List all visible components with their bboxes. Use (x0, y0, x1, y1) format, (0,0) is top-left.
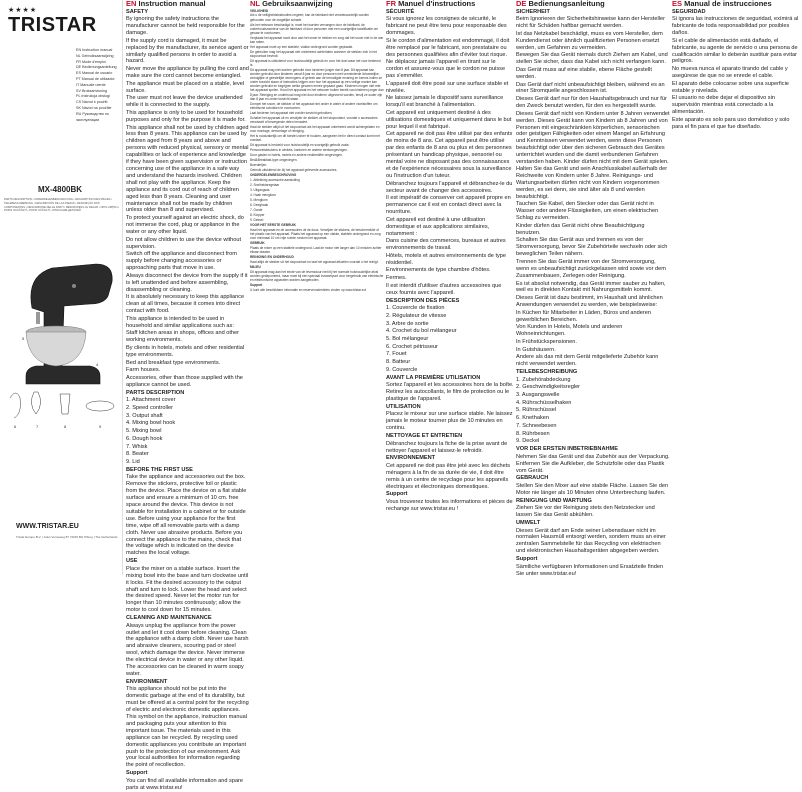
before-heading: VOR DER ERSTEN INBETRIEBNAHME (516, 445, 618, 452)
safety-item: Laat kinderen het apparaat niet zonder toezicht gebruiken. (250, 110, 333, 115)
cover-panel (0, 0, 123, 575)
safety-item: By ignoring the safety instructions the manufacturer cannot be held responsible for the damage. (126, 16, 245, 37)
section-title-text: Instruction manual (138, 0, 206, 8)
env-heading: ENVIRONMENT (126, 678, 168, 685)
use-text: Stellen Sie den Mixer auf eine stabile Fläche. Lassen Sie den Motor nie länger als 10 Minuten ohne Unterbrechung laufen. (516, 482, 669, 496)
company-address: Tristar Europe B.V. | Jules Verneweg 87 | 5015 BH Tilburg | The Netherlands (16, 535, 118, 539)
safety-heading: SEGURIDAD (672, 8, 706, 15)
safety-item: Never move the appliance by pulling the cord and make sure the cord cannot become entangled. (126, 66, 249, 80)
safety-heading: SÉCURITÉ (386, 8, 415, 15)
parts-item: 6. Knethaken (516, 415, 549, 422)
safety-heading: SAFETY (126, 8, 149, 15)
use-heading: GEBRUIK (250, 240, 265, 245)
svg-text:7: 7 (36, 424, 39, 429)
parts-item: 2. Snelheidsregelaar (250, 182, 280, 187)
safety-item: Dieses Gerät darf nur für den Haushaltsgebrauch und nur für den Zweck benutzt werden, für den es hergestellt wurde. (516, 96, 667, 110)
safety-item: L'appareil doit être posé sur une surface stable et nivelée. (386, 80, 509, 94)
usage-item: Door gasten in hotels, motels en andere residentiële omgevingen. (250, 152, 343, 157)
brand-stars: ★★★★ (8, 7, 38, 14)
safety-item: Schakel het apparaat uit en verwijder de stekker uit het stopcontact, voordat u accessoires verwisselt of bewegende delen benadert. (250, 115, 378, 124)
language-item: DE Bedienungsanleitung (76, 65, 117, 70)
parts-item: 4. Haak mengkom (250, 192, 276, 197)
env-text: Dit apparaat mag aan het einde van de levensduur niet bij het normale huishoudelijke afval worden gedeponeerd, maar moet bij een speciaal inzamelpunt voor hergebruik van elektrische en elektronische apparaten worden aangeboden. (250, 269, 384, 282)
parts-item: 1. Afdekking accessoire-aansluiting (250, 177, 300, 182)
safety-item: Bewegen Sie das Gerät niemals durch Ziehen am Kabel, und stellen Sie sicher, dass das Kabel sich nicht verfangen kann. (516, 52, 668, 66)
safety-item: Switch off the appliance and disconnect from supply before changing accessories or approaching parts that move in use. (126, 251, 237, 272)
safety-item: Dit apparaat is bedoeld voor huishoudelijk en soortgelijk gebruik zoals: (250, 142, 350, 147)
safety-item: This appliance is only to be used for household purposes and only for the purpose it is made for. (126, 109, 246, 123)
section-title (126, 0, 249, 9)
support-heading: Support (386, 491, 408, 498)
product-illustration (4, 216, 120, 446)
use-text: Placez le mixeur sur une surface stable. Ne laissez jamais le moteur tourner plus de 10 minutes en continu. (386, 411, 513, 432)
env-heading: MILIEU (250, 264, 261, 269)
parts-item: 4. Rührschüsselhaken (516, 399, 572, 406)
before-text: Nehmen Sie das Gerät und das Zubehör aus der Verpackung. Entfernen Sie die Aufkleber, die Schutzfolie oder das Plastik vom Gerät. (516, 453, 670, 474)
support-heading: Support (250, 282, 263, 287)
safety-item: Kinder dürfen das Gerät nicht ohne Beaufsichtigung benutzen. (516, 222, 645, 236)
safety-item: Das Gerät darf nicht unbeaufsichtigt bleiben, während es an einer Stromquelle angeschlossen ist. (516, 81, 665, 95)
brand-name: TRISTAR (8, 14, 97, 36)
usage-item: By clients in hotels, motels and other residential type environments. (126, 345, 245, 358)
language-list (76, 48, 121, 123)
column-fr (386, 0, 514, 575)
before-text: Haal het apparaat en de accessoires uit de doos. Verwijder de stickers, de beschermfolie of het plastic van het apparaat. Plaats het apparaat op een vlakke, stabiele ondergrond en zorg voor minimaal 10 cm vrije ruimte rondom het apparaat. (250, 227, 381, 240)
parts-item: 1. Couvercle de fixation (386, 305, 445, 312)
parts-item: 7. Garde (250, 207, 263, 212)
language-item: PL Instrukcja obsługi (76, 94, 110, 99)
clean-text: Always unplug the appliance from the power outlet and let it cool down before cleaning. Clean the appliance with a damp cloth. Never use harsh and abrasive cleaners, scouring pad or steel wool, which damage the device. Never immerse the electrical device in water or any other liquid. The accessories can be cleaned in warm soapy water. (126, 622, 249, 677)
parts-heading: ONDERDELENBESCHRIJVING (250, 172, 297, 177)
safety-item: Ne laissez jamais le dispositif sans surveillance lorsqu'il est branché à l'alimentation. (386, 95, 504, 109)
parts-item: 5. Rührschüssel (516, 407, 557, 414)
safety-item: Si ignora las instrucciones de seguridad, exímirá al fabricante de toda responsabilidad por posibles daños. (672, 16, 799, 37)
language-code: DE (516, 0, 527, 8)
safety-item: Cet appareil ne doit pas être utilisé par des enfants de moins de 8 ans. Cet appareil peut être utilisé par des enfants de 8 ans ou plus et des personnes présentant un handicap physique, sensoriel ou mental voire ne disposant pas des connaissances et de l'expérience nécessaires sous la surveillance ou l'instruction d'un tuteur. (386, 131, 513, 179)
safety-item: Dieses Gerät darf nicht von Kindern unter 8 Jahren verwendet werden. Dieses Gerät kann von Kindern ab 8 Jahren und von Personen mit eingeschränkten körperlichen, sensorischen oder geistigen Fähigkeiten oder einem Mangel an Erfahrung und Kenntnissen verwendet werden, wenn diese Personen beaufsichtigt oder über den sicheren Gebrauch des Gerätes unterrichtet wurden und die damit verbundenen Gefahren verstanden haben. Kinder dürfen nicht mit dem Gerät spielen. Halten Sie das Gerät und sein Anschlusskabel außerhalb der Reichweite von Kindern unter 8 Jahre. Reinigungs- und Wartungsarbeiten dürfen nicht von Kindern vorgenommen werden, es sei denn, sie sind älter als 8 und werden beaufsichtigt. (516, 110, 670, 200)
support-text: Vous trouverez toutes les informations et pièces de rechange sur www.tristar.eu ! (386, 499, 513, 513)
parts-item: 7. Whisk (126, 443, 148, 450)
parts-item: 9. Deckel (516, 438, 540, 445)
section-title-text: Manual de instrucciones (684, 0, 772, 8)
clean-text: Débranchez toujours la fiche de la prise avant de nettoyer l'appareil et laissez-le refroidir. (386, 440, 508, 454)
language-code: EN (126, 0, 137, 8)
parts-item: 9. Deksel (250, 217, 264, 222)
clean-text: Haal altijd de stekker uit het stopcontact en laat het apparaat afkoelen voordat u het reinigt. (250, 259, 379, 264)
usage-item: Fermes. (386, 275, 407, 282)
use-text: Place the mixer on a stable surface. Insert the mixing bowl into the base and turn clockwise until it locks. Fit the desired accessory to the output shaft and turn to lock. Lower the head and select the desired speed. Never let the motor run for longer than 10 minutes continuously; allow the motor to cool down for 15 minutes. (126, 565, 249, 614)
safety-item: Dit apparaat mag niet worden gebruikt door kinderen jonger dan 8 jaar. Dit apparaat kan worden gebruikt door kinderen vanaf 8 jaar en door personen met verminderde lichamelijke, zintuiglijke of geestelijke vermogens of gebrek aan de benodigde ervaring en kennis indien ze onder toezicht staan of instructies krijgen over hoe het apparaat op een veilige manier kan worden gebruikt en begrijpen welke gevaren ermee gepaard gaan. Kinderen mogen niet met het apparaat spelen. Houd het apparaat en het netsnoer buiten bereik van kinderen jonger dan 8 jaar. Reiniging en onderhoud mag niet door kinderen uitgevoerd worden, tenzij ze ouder zijn dan 8 jaar en onder toezicht staan. (250, 67, 384, 101)
safety-item: Il est impératif de conserver cet appareil propre en permanence car il est en contact direct avec la nourriture. (386, 195, 511, 216)
safety-item: De gebruiker mag het apparaat niet onbeheerd achterlaten wanneer de stekker zich in het stopcontact bevindt. (250, 49, 377, 58)
parts-item: 9. Couvercle (386, 366, 418, 373)
section-title (386, 0, 514, 9)
language-code: FR (386, 0, 396, 8)
safety-item: El aparato debe colocarse sobre una superficie estable y nivelada. (672, 80, 789, 94)
parts-item: 2. Régulateur de vitesse (386, 312, 447, 319)
svg-text:9: 9 (99, 424, 102, 429)
usage-item: Staff kitchen areas in shops, offices and other working environments. (126, 330, 239, 344)
svg-text:5: 5 (22, 336, 25, 341)
clean-heading: REINIGING EN ONDERHOUD (250, 254, 294, 259)
parts-item: 4. Crochet du bol mélangeur (386, 328, 457, 335)
support-heading: Support (126, 770, 148, 777)
safety-item: If the supply cord is damaged, it must be replaced by the manufacturer, its service agent or similarly qualified persons in order to avoid a hazard. (126, 37, 249, 65)
svg-text:2: 2 (104, 292, 107, 297)
safety-item: Verplaats het apparaat nooit door aan het snoer te trekken en zorg dat het snoer niet in de war kan raken. (250, 35, 384, 44)
accessories-note: Accessories, other than those supplied with the appliance cannot be used. (126, 375, 243, 388)
parts-item: 7. Schneebesen (516, 422, 557, 429)
safety-item: Si vous ignorez les consignes de sécurité, le fabricant ne peut être tenu pour responsable des dommages. (386, 16, 507, 37)
safety-item: Tauchen Sie Kabel, den Stecker oder das Gerät nicht in Wasser oder andere Flüssigkeiten, um einen elektrischen Schlag zu vermeiden. (516, 201, 659, 222)
parts-item: 6. Deeghaak (250, 202, 269, 207)
support-text: You can find all available information and spare parts at www.tristar.eu! (126, 777, 244, 791)
language-item: PT Manual de utilizador (76, 76, 115, 81)
safety-item: This appliance shall not be used by children aged less than 8 years. This appliance can be used by children aged from 8 years and above and persons with reduced physical, sensory or mental capabilities or lack of experience and knowledge if they have been given supervision or instruction concerning use of the appliance in a safe way and understand the hazards involved. Children shall not play with the appliance. Keep the appliance and its cord out of reach of children aged less than 8 years. Cleaning and user maintenance shall not be made by children unless older than 8 and supervised. (126, 124, 249, 214)
safety-item: Schalten Sie das Gerät aus und trennen es von der Stromversorgung, bevor Sie Zubehörteile wechseln oder sich beweglichen Teilen nähern. (516, 237, 668, 258)
usage-item: Bed and breakfast type environments. (126, 359, 221, 366)
section-title (672, 0, 802, 9)
safety-item: Always disconnect the device from the supply if it is left unattended and before assembling, disassembling or cleaning. (126, 272, 248, 293)
safety-heading: VEILIGHEID (250, 8, 269, 13)
safety-item: Beim Ignorieren der Sicherheitshinweise kann der Hersteller nicht für Schäden haftbar gemacht werden. (516, 16, 665, 30)
parts-item: 1. Attachment cover (126, 397, 176, 404)
section-title-text: Bedienungsanleitung (528, 0, 605, 8)
safety-item: Este aparato es solo para uso doméstico y solo para el fin para el que fue diseñado. (672, 116, 790, 130)
safety-heading: SICHERHEIT (516, 8, 550, 15)
safety-item: Het is noodzakelijk om dit toestel zuiver te houden, aangezien het in direct contact komt met voedsel. (250, 133, 380, 142)
usage-item: Boerderijen. (250, 162, 268, 167)
section-title (250, 0, 384, 9)
parts-heading: PARTS DESCRIPTION (126, 389, 185, 396)
env-text: Cet appareil ne doit pas être jeté avec les déchets ménagers à la fin de sa durée de vie, il doit être remis à un centre de recyclage pour les appareils électriques et électroniques domestiques. (386, 462, 511, 490)
before-heading: AVANT LA PREMIÈRE UTILISATION (386, 374, 481, 381)
parts-item: 3. Ausgangswelle (516, 392, 560, 399)
safety-item: Dit apparaat is uitsluitend voor huishoudelijk gebruik en voor het doel waar het voor bestemd is. (250, 58, 381, 67)
safety-item: Débranchez toujours l'appareil et débranchez-le du secteur avant de changer des accessoires. (386, 180, 513, 194)
safety-item: It is absolutely necessary to keep this appliance clean at all times, because it comes into direct contact with food. (126, 294, 245, 315)
accessories-note: Il est interdit d'utiliser d'autres accessoires que ceux fournis avec l'appareil. (386, 282, 502, 296)
clean-text: Ziehen Sie vor der Reinigung stets den Netzstecker und lassen Sie das Gerät abkühlen. (516, 505, 655, 519)
parts-item: 2. Speed controller (126, 405, 173, 412)
clean-heading: CLEANING AND MAINTENANCE (126, 614, 212, 621)
parts-item: 1. Zubehörabdeckung (516, 376, 571, 383)
safety-item: Dieses Gerät ist dazu bestimmt, im Haushalt und ähnlichen Anwendungen verwendet zu werden, wie beispielsweise: (516, 295, 663, 309)
use-text: Plaats de mixer op een stabiele ondergrond. Laat de motor niet langer dan 10 minuten achter elkaar draaien. (250, 245, 382, 254)
language-code: NL (250, 0, 260, 8)
safety-item: The user must not leave the device unattended while it is connected to the supply. (126, 95, 243, 109)
parts-item: 3. Uitgangsas (250, 187, 270, 192)
env-heading: ENVIRONNEMENT (386, 455, 436, 462)
parts-item: 4. Mixing bowl hook (126, 420, 176, 427)
usage-item: Dans cuisine des commerces, bureaux et autres environnements de travail. (386, 238, 506, 252)
model-number: MX-4800BK (38, 185, 83, 194)
svg-text:1: 1 (108, 274, 111, 279)
usage-item: Von Kunden in Hotels, Motels und anderen Wohneinrichtungen. (516, 324, 623, 338)
before-heading: VOOR HET EERSTE GEBRUIK (250, 222, 296, 227)
before-heading: BEFORE THE FIRST USE (126, 466, 193, 473)
safety-item: This appliance is intended to be used in household and similar applications such as: (126, 315, 234, 329)
safety-item: Cet appareil est uniquement destiné à des utilisations domestiques et uniquement dans le but pour lequel il est fabriqué. (386, 109, 512, 130)
website: WWW.TRISTAR.EU (16, 523, 79, 530)
svg-text:4: 4 (96, 362, 99, 367)
stand-mixer-image (26, 264, 112, 384)
language-item: EN Instruction manual (76, 48, 113, 52)
parts-item: 9. Lid (126, 459, 140, 465)
usage-item: In Gutshäusern. (516, 346, 556, 353)
env-heading: UMWELT (516, 519, 541, 526)
section-title (516, 0, 670, 9)
parts-item: 5. Mengkom (250, 197, 268, 202)
use-heading: GEBRAUCH (516, 475, 549, 482)
lid-image (86, 401, 114, 411)
beater-image (60, 394, 70, 414)
parts-item: 8. Batteur (386, 359, 411, 366)
usage-item: Farm houses. (126, 367, 161, 374)
safety-item: To protect yourself against an electric shock, do not immerse the cord, plug or appliance in the water or any other liquid. (126, 215, 244, 235)
parts-item: 8. Beater (126, 451, 149, 458)
language-item: SK Návod na použitie (76, 105, 112, 110)
safety-item: Haal de stekker altijd uit het stopcontact als het apparaat onbeheerd wordt achtergelaten en voor montage, demontage of reiniging. (250, 124, 380, 133)
parts-item: 3. Output shaft (126, 412, 163, 419)
safety-item: El usuario no debe dejar el dispositivo sin supervisión mientras está conectado a la alimentación. (672, 95, 775, 116)
before-text: Sortez l'appareil et les accessoires hors de la boîte. Retirez les autocollants, le film de protection ou le plastique de l'appareil. (386, 382, 514, 403)
dough-hook-image (10, 393, 20, 418)
parts-item: 3. Arbre de sortie (386, 320, 429, 327)
column-en (126, 0, 249, 791)
safety-item: Si el cable de alimentación está dañado, el fabricante, su agente de servicio o una persona de cualificación similar lo deberán sustituir para evitar peligros. (672, 37, 798, 65)
parts-item: 6. Dough hook (126, 435, 163, 442)
safety-item: Ne déplacez jamais l'appareil en tirant sur le cordon et assurez-vous que le cordon ne puisse pas s'emmêler. (386, 59, 506, 80)
svg-text:6: 6 (14, 424, 17, 429)
safety-item: Trennen Sie das Gerät immer von der Stromversorgung, wenn es unbeaufsichtigt zurückgelassen wird sowie vor dem Zusammenbauen, Zerlegen oder Reinigung. (516, 258, 666, 279)
model-description: PARTS DESCRIPTION • ONDERDELENBESCHRIJVING • DESCRIPTION DES PIÈCES • TEILEBESCHREIBUNG • DESCRIPCIÓN DE LAS PIEZAS • DESCRIÇÃO DOS COMPONENTES • DESCRIZIONE DELLE PARTI • BESKRIVNING AV DELAR • OPIS CZĘŚCI • POPIS SOUČÁSTÍ • POPIS SÚČASTÍ • ОПИСАНИЕ ДЕТАЛЕЙ (4, 198, 120, 213)
safety-item: No mueva nunca el aparato tirando del cable y asegúrese de que no se enrede el cable. (672, 66, 788, 80)
safety-item: Het apparaat moet op een stabiele, vlakke ondergrond worden geplaatst. (250, 44, 353, 49)
parts-item: 5. Bol mélangeur (386, 336, 429, 343)
safety-item: Si le cordon d'alimentation est endommagé, il doit être remplacé par le fabricant, son prestataire ou des personnes qualifiées afin d'éviter tout risque. (386, 37, 510, 58)
usage-item: Bed&Breakfast-type omgevingen. (250, 157, 298, 162)
accessories-note: Gebruik uitsluitend de bij het apparaat geleverde accessoires. (250, 167, 338, 172)
usage-item: In Frühstückspensionen. (516, 338, 577, 345)
env-text: This appliance should not be put into the domestic garbage at the end of its durability, but must be offered at a central point for the recycling of electric and electronic domestic appliances. This symbol on the appliance, instruction manual and packaging puts your attention to this important issue. The materials used in this appliance can be recycled. By recycling used domestic appliances you contribute an important push to the protection of our environment. Ask your local authorities for information regarding the point of recollection. (126, 686, 249, 769)
parts-item: 2. Geschwindigkeitsregler (516, 384, 581, 391)
safety-item: Cet appareil est destiné à une utilisation domestique et aux applications similaires, notamment : (386, 216, 490, 237)
language-item: NL Gebruiksaanwijzing (76, 53, 114, 58)
before-text: Take the appliance and accessories out the box. Remove the stickers, protective foil or plastic from the device. Place the device on a flat stable surface and ensure a minimum of 10 cm. free space around the device. This device is not suitable for installation in a cabinet or for outside use. Before using your appliance for the first time, wipe off all removable parts with a damp cloth. Never use abrasive products. Before you connect the appliance to the mains, check that the voltage which is indicated on the device matches the local voltage. (126, 474, 247, 557)
language-item: RU Руководство по эксплуатации (76, 111, 109, 122)
section-title-text: Manuel d'instructions (398, 0, 476, 8)
brand-logo (8, 6, 118, 37)
support-text: U kunt alle beschikbare informatie en reserveonderdelen vinden op www.tristar.eu! (250, 287, 367, 292)
use-heading: USE (126, 558, 138, 565)
safety-item: Ist das Netzkabel beschädigt, muss es vom Hersteller, dem Kundendienst oder ähnlich qualifizierten Personen ersetzt werden, um Gefahren zu vermeiden. (516, 30, 663, 51)
column-de-es (672, 0, 802, 575)
column-nl (250, 0, 384, 575)
language-item: SV Bruksanvisning (76, 88, 107, 93)
usage-item: Hôtels, motels et autres environnements de type résidentiel. (386, 252, 507, 266)
safety-item: Dompel het snoer, de stekker of het apparaat niet onder in water of andere vloeistoffen om elektrische schokken te voorkomen. (250, 101, 378, 110)
language-item: IT Manuale utente (76, 82, 106, 87)
clean-heading: NETTOYAGE ET ENTRETIEN (386, 432, 463, 439)
parts-heading: TEILEBESCHREIBUNG (516, 368, 578, 375)
section-title-text: Gebruiksaanwijzing (262, 0, 333, 8)
parts-item: 7. Fouet (386, 351, 407, 358)
language-item: CS Návod k použití (76, 100, 108, 105)
language-item: FR Mode d'emploi (76, 59, 106, 64)
language-item: ES Manual de usuario (76, 71, 113, 76)
accessories-note: Andere als das mit dem Gerät mitgelieferte Zubehör kann nicht verwendet werden. (516, 354, 659, 368)
use-heading: UTILISATION (386, 403, 421, 410)
safety-item: The appliance must be placed on a stable, level surface. (126, 80, 245, 94)
whisk-image (31, 392, 40, 414)
safety-item: Do not allow children to use the device without supervision. (126, 236, 242, 250)
usage-item: In Küchen für Mitarbeiter in Läden, Büros und anderen gewerblichen Bereichen. (516, 309, 651, 323)
clean-heading: REINIGUNG UND WARTUNG (516, 497, 592, 504)
parts-heading: DESCRIPTION DES PIÈCES (386, 297, 460, 304)
support-heading: Support (516, 555, 538, 562)
column-de (516, 0, 670, 575)
safety-item: Als u de veiligheidsinstructies negeert, kan de fabrikant niet verantwoordelijk worden gehouden voor de mogelijke schade. (250, 13, 370, 22)
support-text: Sämtliche verfügbaren Informationen und Ersatzteile finden Sie unter www.tristar.eu! (516, 563, 664, 577)
safety-item: Als het netsnoer beschadigd is, moet het worden vervangen door de fabrikant, de onderhoudsmonteur van de fabrikant of door personen met een soortgelijke kwalificatie om gevaar te voorkomen. (250, 22, 379, 35)
parts-item: 5. Mixing bowl (126, 428, 162, 435)
parts-item: 8. Rührbesen (516, 430, 550, 437)
parts-item: 6. Crochet pétrisseur (386, 343, 438, 350)
safety-item: Das Gerät muss auf eine stabile, ebene Fläche gestellt werden. (516, 66, 652, 80)
language-code: ES (672, 0, 683, 8)
safety-item: Es ist absolut notwendig, das Gerät immer sauber zu halten, weil es in direkten Kontakt mit Nahrungsmitteln kommt. (516, 280, 666, 294)
usage-item: Personeelskeukens in winkels, kantoren en andere werkomgevingen. (250, 147, 348, 152)
usage-item: Environnements de type chambre d'hôtes. (386, 267, 491, 274)
svg-text:8: 8 (64, 424, 67, 429)
parts-item: 8. Klopper (250, 212, 265, 217)
env-text: Dieses Gerät darf am Ende seiner Lebensdauer nicht im normalen Hausmüll entsorgt werden, sondern muss an einer zentralen Sammelstelle für das Recycling von elektrischen und elektronischen Haushaltsgeräten abgegeben werden. (516, 527, 666, 555)
